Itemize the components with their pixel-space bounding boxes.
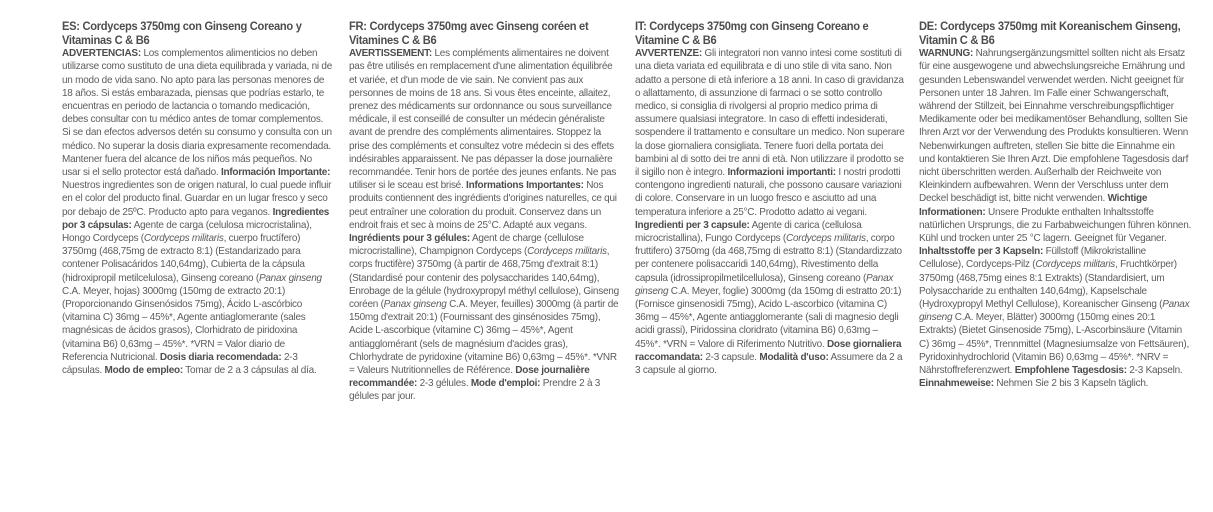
warnings-text-de: Nahrungsergänzungsmittel sollten nicht als Ersatz für eine ausgewogene und abwechslungsreiche Ernährung und gesunden Lebenswandel verwendet werden. Nicht geeignet für Personen unter 18 Jahren. Im Falle einer Schwangerschaft, während der Stillzeit, bei Einnahme verschreibungspflichtiger Medikamente oder bei medikamentöser Behandlung, sollten Sie Ihren Arzt vor der Verwendung des Produkts konsultieren. Wenn Nebenwirkungen auftreten, stellen Sie bitte die Einnahme ein und kontaktieren Sie Ihren Arzt. Die empfohlene Tagesdosis darf nicht überschritten werden. Außerhalb der Reichweite von Kleinkindern aufbewahren. Wenn der Verschluss unter dem Deckel beschädigt ist, bitte nicht verwenden.: [919, 48, 1189, 205]
ingredients-text-it: C.A. Meyer, foglie) 3000mg (da 150mg di estratto 20:1) (Fornisce ginsenosidi 75mg), Acido L-ascorbico (vitamina C) 36mg – 45%*, Agente antiagglomerante (sali di magnesio degli acidi grassi), Piridossina cloridrato (vitamina B6) 0,63mg – 45%*. *VRN = Valore di Riferimento Nutritivo.: [635, 285, 902, 350]
dose-text-it: 2-3 capsule.: [702, 351, 760, 363]
warnings-label-it: AVVERTENZE:: [635, 48, 703, 60]
ingredients-text-de: C.A. Meyer, Blätter) 3000mg (150mg eines 20:1 Extrakts) (Bietet Ginsenoside 75mg), L-Ascorbinsäure (Vitamin C) 36mg – 45%*, Trennmittel (Magnesiumsalze von Fettsäuren), Pyridoxinhydrochlorid (Vitamin B6) 0,63mg – 45%*. *NRV = Nährstoffreferenzwert.: [919, 312, 1190, 377]
ingredients-text-it: Agente di carica (cellulosa microcristallina), Fungo Cordyceps (: [635, 219, 862, 245]
info-text-it: I nostri prodotti contengono ingredienti naturali, che possono causare variazioni di colore. Conservare in un luogo fresco e asciutto ad una temperatura inferiore a 25°C. Prodotto adatto ai vegani.: [635, 167, 902, 218]
usage-label-de: Einnahmeweise:: [919, 378, 994, 390]
column-body-es: [62, 47, 333, 377]
species-name-de: Panax ginseng: [919, 299, 1190, 324]
warnings-text-it: Gli integratori non vanno intesi come sostituti di una dieta variata ed equilibrata e di uno stile di vita sano. Non adatto a persone di età inferiore a 18 anni. In caso di gravidanza o allattamento, di assunzione di farmaci o se sotto controllo medico, si consiglia di rivolgersi al proprio medico prima di assumere qualsiasi integratore. In caso di effetti indesiderati, sospendere il trattamento e consultare un medico. Non superare la dose giornaliera consigliata. Tenere fuori della portata dei bambini al di sotto dei tre anni di età. Non utilizzare il prodotto se il sigillo non è integro.: [635, 48, 905, 179]
warnings-label-de: WARNUNG:: [919, 48, 974, 60]
label-column-it: [635, 20, 906, 377]
usage-label-es: Modo de empleo:: [104, 365, 183, 377]
species-name-fr: Cordyceps militaris: [527, 246, 607, 258]
info-text-es: Nuestros ingredientes son de origen natural, lo cual puede influir en el color del producto final. Guardar en un lugar fresco y seco por debajo de 25ºC. Producto apto para veganos.: [62, 180, 332, 218]
warnings-label-es: ADVERTENCIAS:: [62, 48, 141, 60]
dose-text-de: 2-3 Kapseln.: [1126, 365, 1183, 377]
dose-label-it: Dose giornaliera raccomandata:: [635, 338, 902, 363]
ingredients-text-fr: , corps fructifère) 3750mg (à partir de 468,75mg d'extrait 8:1) (Standardisé pour contenir des polysaccharides 140,64mg), Enrobage de la gélule (hydroxypropyl méthyl cellulose), Ginseng coréen (: [349, 246, 619, 311]
column-title-it: IT: Cordyceps 3750mg con Ginseng Coreano e Vitamine C & B6: [635, 20, 869, 47]
warnings-text-es: Los complementos alimenticios no deben utilizarse como sustituto de una dieta equilibrada y variada, ni de un modo de vida sano. No apto para las personas menores de 18 años. Si estás embarazada, piensas que podrías estarlo, te encuentras en periodo de lactancia o tomando medicación, debes consultar con tu médico antes de tomar complementos. Si se dan efectos adversos detén su consumo y consulta con un médico. No superar la dosis diaria expresamente recomendada. Mantener fuera del alcance de los niños más pequeños. No usar si el sello protector está dañado.: [62, 48, 333, 179]
warnings-label-fr: AVERTISSEMENT:: [349, 48, 432, 60]
ingredients-text-fr: C.A. Meyer, feuilles) 3000mg (à partir de 150mg d'extrait 20:1) (Fournissant des ginsénosides 75mg), Acide L-ascorbique (vitamine C) 36mg – 45%*, Agent antiagglomérant (sels de magnésium d'acides gras), Chlorhydrate de pyridoxine (vitamine B6) 0,63mg – 45%*. *VNR = Valeurs Nutritionnelles de Référence.: [349, 299, 619, 377]
species-name-fr: Panax ginseng: [383, 299, 447, 311]
species-name-it: Panax ginseng: [635, 272, 894, 297]
usage-text-de: Nehmen Sie 2 bis 3 Kapseln täglich.: [993, 378, 1149, 390]
info-label-de: Wichtige Informationen:: [919, 193, 1148, 218]
ingredients-text-es: Agente de carga (celulosa microcristalina), Hongo Cordyceps (: [62, 219, 312, 245]
dose-text-fr: 2-3 gélules.: [417, 378, 471, 390]
ingredients-text-es: C.A. Meyer, hojas) 3000mg (150mg de extracto 20:1) (Proporcionando Ginsenósidos 75mg), Ácido L-ascórbico (vitamina C) 36mg – 45%*, Agente antiaglomerante (sales magnésicas de ácidos grasos), Clorhidrato de piridoxina (vitamina B6) 0,63mg – 45%*. *VRN = Valor diario de Referencia Nutricional.: [62, 285, 306, 363]
info-label-es: Información Importante:: [220, 167, 331, 179]
column-body-fr: [349, 47, 621, 403]
ingredients-label-es: Ingredientes por 3 cápsulas:: [62, 206, 330, 231]
ingredients-text-de: Füllstoff (Mikrokristalline Cellulose), Cordyceps-Pilz (: [919, 246, 1146, 271]
usage-label-fr: Mode d'emploi:: [470, 378, 541, 390]
dose-label-fr: Dose journalière recommandée:: [349, 365, 590, 390]
label-column-es: [62, 20, 333, 377]
species-name-de: Cordyceps militaris: [1035, 259, 1116, 271]
column-title-es: ES: Cordyceps 3750mg con Ginseng Coreano y Vitaminas C & B6: [62, 20, 302, 47]
usage-text-it: Assumere da 2 a 3 capsule al giorno.: [635, 351, 903, 377]
dose-label-de: Empfohlene Tagesdosis:: [1014, 365, 1127, 377]
species-name-es: Cordyceps militaris: [143, 233, 224, 245]
dose-text-es: 2-3 cápsulas.: [62, 351, 298, 377]
usage-text-fr: Prendre 2 à 3 gélules par jour.: [349, 378, 601, 403]
label-column-fr: [349, 20, 621, 404]
column-title-fr: FR: Cordyceps 3750mg avec Ginseng coréen et Vitamines C & B6: [349, 20, 589, 47]
usage-text-es: Tomar de 2 a 3 cápsulas al día.: [182, 365, 317, 377]
column-body-de: [919, 47, 1193, 390]
warnings-text-fr: Les compléments alimentaires ne doivent pas être utilisés en remplacement d'une alimentation équilibrée et variée, et d'un mode de vie sain. Ne convient pas aux personnes de moins de 18 ans. Si vous êtes enceinte, allaitez, prenez des médicaments sur ordonnance ou sous surveillance médicale, il est conseillé de consulter un médecin généraliste avant de prendre des compléments alimentaires. Stoppez la prise des compléments et consultez votre médecin si des effets indésirables apparaissent. Ne pas dépasser la dose journalière recommandée. Tenir hors de portée des jeunes enfants. Ne pas utiliser si le sceau est brisé.: [349, 48, 617, 192]
ingredients-label-it: Ingredienti per 3 capsule:: [635, 219, 750, 231]
info-text-fr: Nos produits contiennent des ingrédients d'origines naturelles, ce qui peut entraîner une coloration du produit. Conservez dans un endroit frais et sec à moins de 25°C. Adapté aux vegans.: [349, 180, 617, 231]
ingredients-text-it: , corpo fruttifero) 3750mg (da 468,75mg di estratto 8:1) (Standardizzato per contenere polisaccaridi 140,64mg), Rivestimento della capsula (idrossipropilmetilcellulosa), Ginseng coreano (: [635, 233, 902, 284]
column-title-de: DE: Cordyceps 3750mg mit Koreanischem Ginseng, Vitamin C & B6: [919, 20, 1181, 47]
ingredients-label-fr: Ingrédients pour 3 gélules:: [349, 233, 471, 245]
ingredients-text-fr: Agent de charge (cellulose microcristalline), Champignon Cordyceps (: [349, 233, 584, 258]
species-name-it: Cordyceps militaris: [786, 233, 866, 245]
info-text-de: Unsere Produkte enthalten Inhaltsstoffe natürlichen Ursprungs, die zu Farbabweichungen führen können. Kühl und trocken unter 25 °C lagern. Geeignet für Veganer.: [919, 206, 1192, 245]
column-body-it: [635, 47, 906, 377]
ingredients-label-de: Inhaltsstoffe per 3 Kapseln:: [919, 246, 1044, 258]
info-label-it: Informazioni importanti:: [727, 167, 836, 179]
ingredients-text-es: , cuerpo fructífero) 3750mg (468,75mg de extracto 8:1) (Estandarizado para contener Polisacáridos 140,64mg), Cubierta de la cápsula (hidroxipropil metilcelulosa), Ginseng coreano (: [62, 233, 305, 284]
dose-label-es: Dosis diaria recomendada:: [159, 351, 282, 363]
usage-label-it: Modalità d'uso:: [759, 351, 829, 363]
info-label-fr: Informations Importantes:: [466, 180, 584, 192]
label-column-de: [919, 20, 1193, 390]
species-name-es: Panax ginseng: [258, 272, 322, 284]
ingredients-text-de: , Fruchtkörper) 3750mg (468,75mg eines 8:1 Extrakts) (Standardisiert, um Polysaccharide zu enthalten 140,64mg), Kapselschale (Hydroxypropyl Methyl Cellulose), Koreanischer Ginseng (: [919, 259, 1177, 311]
